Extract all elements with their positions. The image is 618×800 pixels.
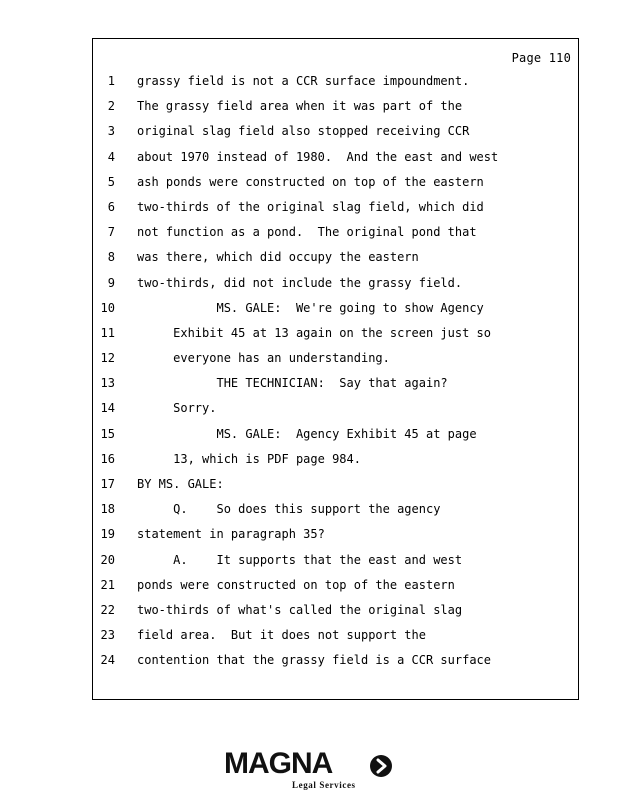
transcript-line bbox=[93, 502, 578, 527]
transcript-line bbox=[93, 477, 578, 502]
line-number: 8 bbox=[107, 250, 115, 265]
line-number: 3 bbox=[107, 124, 115, 139]
line-text: contention that the grassy field is a CCR surface bbox=[137, 653, 492, 668]
magna-logo bbox=[224, 748, 396, 792]
line-number: 1 bbox=[107, 74, 115, 88]
transcript-line bbox=[93, 351, 578, 376]
line-number: 5 bbox=[107, 174, 115, 189]
transcript-line bbox=[93, 74, 578, 99]
transcript-line bbox=[93, 124, 578, 149]
transcript-line bbox=[93, 225, 578, 250]
transcript-line bbox=[93, 603, 578, 628]
transcript-line bbox=[93, 578, 578, 603]
line-text: Exhibit 45 at 13 again on the screen just so bbox=[137, 325, 492, 340]
line-number: 18 bbox=[100, 502, 115, 517]
transcript-lines bbox=[93, 74, 578, 679]
line-text: two-thirds, did not include the grassy field. bbox=[137, 275, 463, 290]
transcript-line bbox=[93, 653, 578, 678]
line-number: 7 bbox=[107, 225, 115, 240]
line-text: Q. So does this support the agency bbox=[137, 502, 441, 517]
line-number: 13 bbox=[100, 376, 115, 391]
line-number: 19 bbox=[100, 527, 115, 542]
line-text: ponds were constructed on top of the eastern bbox=[137, 577, 455, 592]
transcript-line bbox=[93, 276, 578, 301]
line-number: 21 bbox=[100, 577, 115, 592]
transcript-page bbox=[92, 38, 579, 700]
line-number: 14 bbox=[100, 401, 115, 416]
transcript-line bbox=[93, 376, 578, 401]
line-text: two-thirds of the original slag field, which did bbox=[137, 199, 484, 214]
line-text: two-thirds of what's called the original slag bbox=[137, 602, 463, 617]
line-text: THE TECHNICIAN: Say that again? bbox=[137, 376, 448, 391]
line-number: 22 bbox=[100, 602, 115, 617]
line-number: 12 bbox=[100, 351, 115, 366]
line-text: was there, which did occupy the eastern bbox=[137, 250, 419, 265]
transcript-line bbox=[93, 200, 578, 225]
line-text: The grassy field area when it was part of the bbox=[137, 99, 463, 114]
transcript-line bbox=[93, 427, 578, 452]
line-text: statement in paragraph 35? bbox=[137, 527, 325, 542]
line-number: 10 bbox=[100, 300, 115, 315]
line-text: A. It supports that the east and west bbox=[137, 552, 463, 567]
line-number: 11 bbox=[100, 325, 115, 340]
line-number: 23 bbox=[100, 628, 115, 643]
line-number: 17 bbox=[100, 477, 115, 491]
transcript-line bbox=[93, 553, 578, 578]
line-text: BY MS. GALE: bbox=[137, 477, 224, 491]
logo-subtext: Legal Services bbox=[292, 780, 356, 790]
line-text: MS. GALE: We're going to show Agency bbox=[137, 300, 484, 315]
transcript-line bbox=[93, 628, 578, 653]
transcript-line bbox=[93, 99, 578, 124]
transcript-line bbox=[93, 401, 578, 426]
line-number: 2 bbox=[107, 99, 115, 114]
line-text: not function as a pond. The original pond that bbox=[137, 225, 477, 240]
line-text: everyone has an understanding. bbox=[137, 351, 390, 366]
line-number: 24 bbox=[100, 653, 115, 668]
transcript-line bbox=[93, 250, 578, 275]
transcript-line bbox=[93, 301, 578, 326]
line-number: 4 bbox=[107, 149, 115, 164]
line-text: Sorry. bbox=[137, 401, 217, 416]
chevron-right-circle-icon bbox=[370, 755, 392, 777]
line-number: 20 bbox=[100, 552, 115, 567]
line-text: 13, which is PDF page 984. bbox=[137, 451, 361, 466]
transcript-line bbox=[93, 175, 578, 200]
line-number: 9 bbox=[107, 275, 115, 290]
line-number: 15 bbox=[100, 426, 115, 441]
transcript-line bbox=[93, 527, 578, 552]
line-text: grassy field is not a CCR surface impoundment. bbox=[137, 74, 470, 88]
line-text: about 1970 instead of 1980. And the east and west bbox=[137, 149, 499, 164]
line-number: 16 bbox=[100, 451, 115, 466]
transcript-line bbox=[93, 326, 578, 351]
transcript-line bbox=[93, 452, 578, 477]
transcript-line bbox=[93, 150, 578, 175]
page-number: Page 110 bbox=[511, 51, 571, 65]
line-text: MS. GALE: Agency Exhibit 45 at page bbox=[137, 426, 477, 441]
line-text: field area. But it does not support the bbox=[137, 628, 426, 643]
logo-wordmark: MAGNA bbox=[224, 747, 333, 780]
line-text: original slag field also stopped receiving CCR bbox=[137, 124, 470, 139]
line-number: 6 bbox=[107, 199, 115, 214]
line-text: ash ponds were constructed on top of the eastern bbox=[137, 174, 484, 189]
